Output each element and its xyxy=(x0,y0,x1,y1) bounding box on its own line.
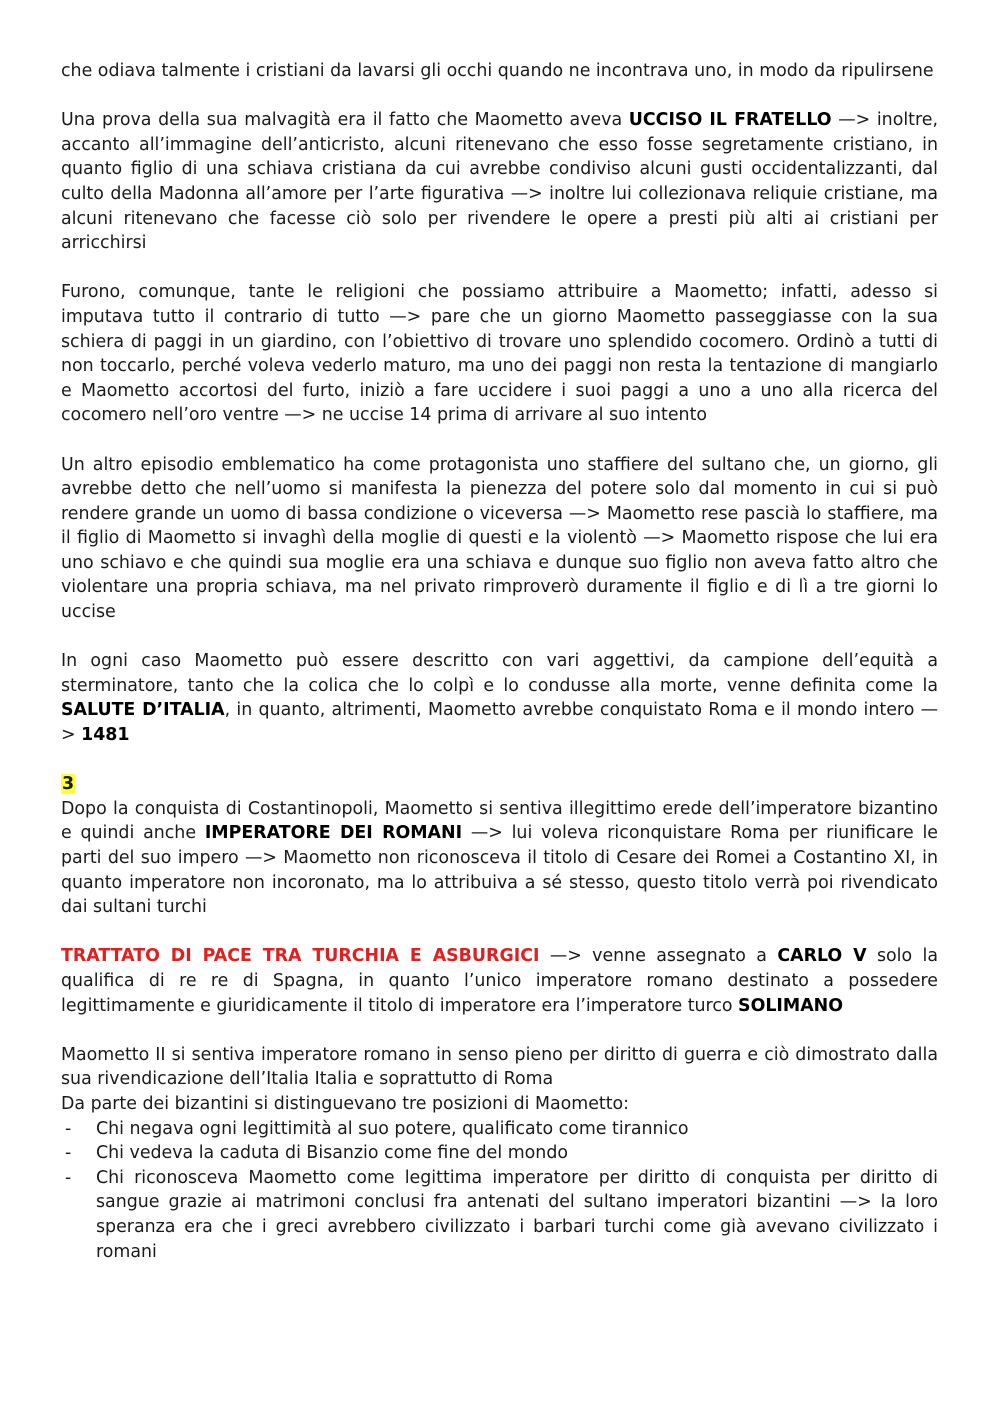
red-heading-trattato-di-pace: TRATTATO DI PACE TRA TURCHIA E ASBURGICI xyxy=(61,946,540,967)
bold-year-1481: 1481 xyxy=(81,725,130,746)
list-item-text: Chi vedeva la caduta di Bisanzio come fine del mondo xyxy=(96,1143,569,1164)
paragraph-spacer xyxy=(61,256,938,281)
paragraph-spacer xyxy=(61,1018,938,1043)
paragraph-byzantine-positions-intro: Da parte dei bizantini si distinguevano tre posizioni di Maometto: xyxy=(61,1093,630,1114)
paragraph-text: Dopo la conquista di Costantinopoli, Maometto si sentiva illegittimo erede dell’imperatore bizantino e quindi anche xyxy=(61,798,938,844)
bold-keyword-salute-d-italia: SALUTE D’ITALIA xyxy=(61,700,225,721)
list-item-text: Chi riconosceva Maometto come legittima imperatore per diritto di conquista per diritto di sangue grazie ai matrimoni conclusi fra antenati del sultano imperatori bizantini —> la loro speranza era che i greci avrebbero civilizzato i barbari turchi come già avevano civilizzato i romani xyxy=(96,1167,938,1262)
list-item xyxy=(61,1117,938,1142)
list-item-text: Chi negava ogni legittimità al suo potere, qualificato come tirannico xyxy=(96,1118,689,1139)
bold-keyword-carlo-v: CARLO V xyxy=(777,946,867,967)
paragraph-imperatore-dei-romani xyxy=(61,797,938,920)
list-bullet: - xyxy=(65,1143,72,1164)
bold-keyword-solimano: SOLIMANO xyxy=(738,995,844,1016)
paragraph-text: —> venne assegnato a xyxy=(539,946,778,967)
paragraph-hatred-of-christians: che odiava talmente i cristiani da lavarsi gli occhi quando ne incontrava uno, in modo da ripulirsene xyxy=(61,61,934,81)
list-item xyxy=(61,1166,938,1264)
paragraph-maometto-ii-roman-emperor: Maometto II si sentiva imperatore romano in senso pieno per diritto di guerra e ciò dimostrato dalla sua rivendicazione dell’Italia Italia e soprattutto di Roma xyxy=(61,1044,938,1090)
bold-keyword-imperatore-dei-romani: IMPERATORE DEI ROMANI xyxy=(204,823,463,844)
paragraph-spacer xyxy=(61,748,938,773)
paragraph-text: Una prova della sua malvagità era il fatto che Maometto aveva xyxy=(61,110,629,131)
paragraph-text: solo la qualifica di re re di Spagna, in quanto l’unico imperatore romano destinato a possedere legittimamente e giuridicamente il titolo di imperatore era l’imperatore turco xyxy=(61,946,938,1016)
paragraph-spacer xyxy=(61,428,938,453)
paragraph-staffiere-episode: Un altro episodio emblematico ha come protagonista uno staffiere del sultano che, un giorno, gli avrebbe detto che nell’uomo si manifesta la pienezza del potere solo dal momento in cui si può rendere grande un uomo di bassa condizione o viceversa —> Maometto rese pascià lo staffiere, ma il figlio di Maometto si invaghì della moglie di questi e la violentò —> Maometto rispose che lui era uno schiavo e che quindi sua moglie era una schiava e dunque suo figlio non aveva fatto altro che violentare una propria schiava, ma nel privato rimproverò duramente il figlio e di lì a tre giorni lo uccise xyxy=(61,454,938,623)
paragraph-salute-d-italia xyxy=(61,649,938,747)
bold-keyword-ucciso-il-fratello: UCCISO IL FRATELLO xyxy=(628,110,832,131)
list-bullet: - xyxy=(65,1167,72,1188)
paragraph-spacer xyxy=(61,625,938,650)
list-item xyxy=(61,1141,938,1166)
paragraph-text: , in quanto, altrimenti, Maometto avrebbe conquistato Roma e il mondo intero —> xyxy=(61,700,938,746)
paragraph-spacer xyxy=(61,920,938,945)
paragraph-peace-treaty xyxy=(61,944,938,1018)
paragraph-watermelon-story: Furono, comunque, tante le religioni che possiamo attribuire a Maometto; infatti, adesso si imputava tutto il contrario di tutto —> pare che un giorno Maometto passeggiasse con la sua schiera di paggi in un giardino, con l’obiettivo di trovare uno splendido cocomero. Ordinò a tutti di non toccarlo, perché voleva vederlo maturo, ma uno dei paggi non resta la tentazione di mangiarlo e Maometto accortosi del furto, iniziò a fare uccidere i suoi paggi a uno a uno alla ricerca del cocomero nell’oro ventre —> ne uccise 14 prima di arrivare al suo intento xyxy=(61,282,938,426)
list-bullet: - xyxy=(65,1118,72,1139)
paragraph-text: In ogni caso Maometto può essere descritto con vari aggettivi, da campione dell’equità a sterminatore, tanto che la colica che lo colpì e lo condusse alla morte, venne definita come la xyxy=(61,651,938,696)
byzantine-positions-list xyxy=(61,1117,938,1265)
paragraph-spacer xyxy=(61,84,938,109)
paragraph-text: —> inoltre, accanto all’immagine dell’anticristo, alcuni ritenevano che esso fosse segretamente cristiano, in quanto figlio di una schiava cristiana da cui avrebbe condiviso alcuni gusti occidentalizzanti, dal culto della Madonna all’amore per l’arte figurativa —> inoltre lui collezionava reliquie cristiane, ma alcuni ritenevano che facesse ciò solo per rivendere le opere a presti più alti ai cristiani per arricchirsi xyxy=(61,110,938,254)
section-number-heading xyxy=(61,772,938,797)
highlighted-section-number: 3 xyxy=(62,774,75,795)
document-page xyxy=(61,59,938,1264)
paragraph-text: —> lui voleva riconquistare Roma per riunificare le parti del suo impero —> Maometto non riconosceva il titolo di Cesare dei Romei a Costantino XI, in quanto imperatore non incoronato, ma lo attribuiva a sé stesso, questo titolo verrà poi rivendicato dai sultani turchi xyxy=(61,823,938,918)
paragraph-killed-brother xyxy=(61,108,938,256)
